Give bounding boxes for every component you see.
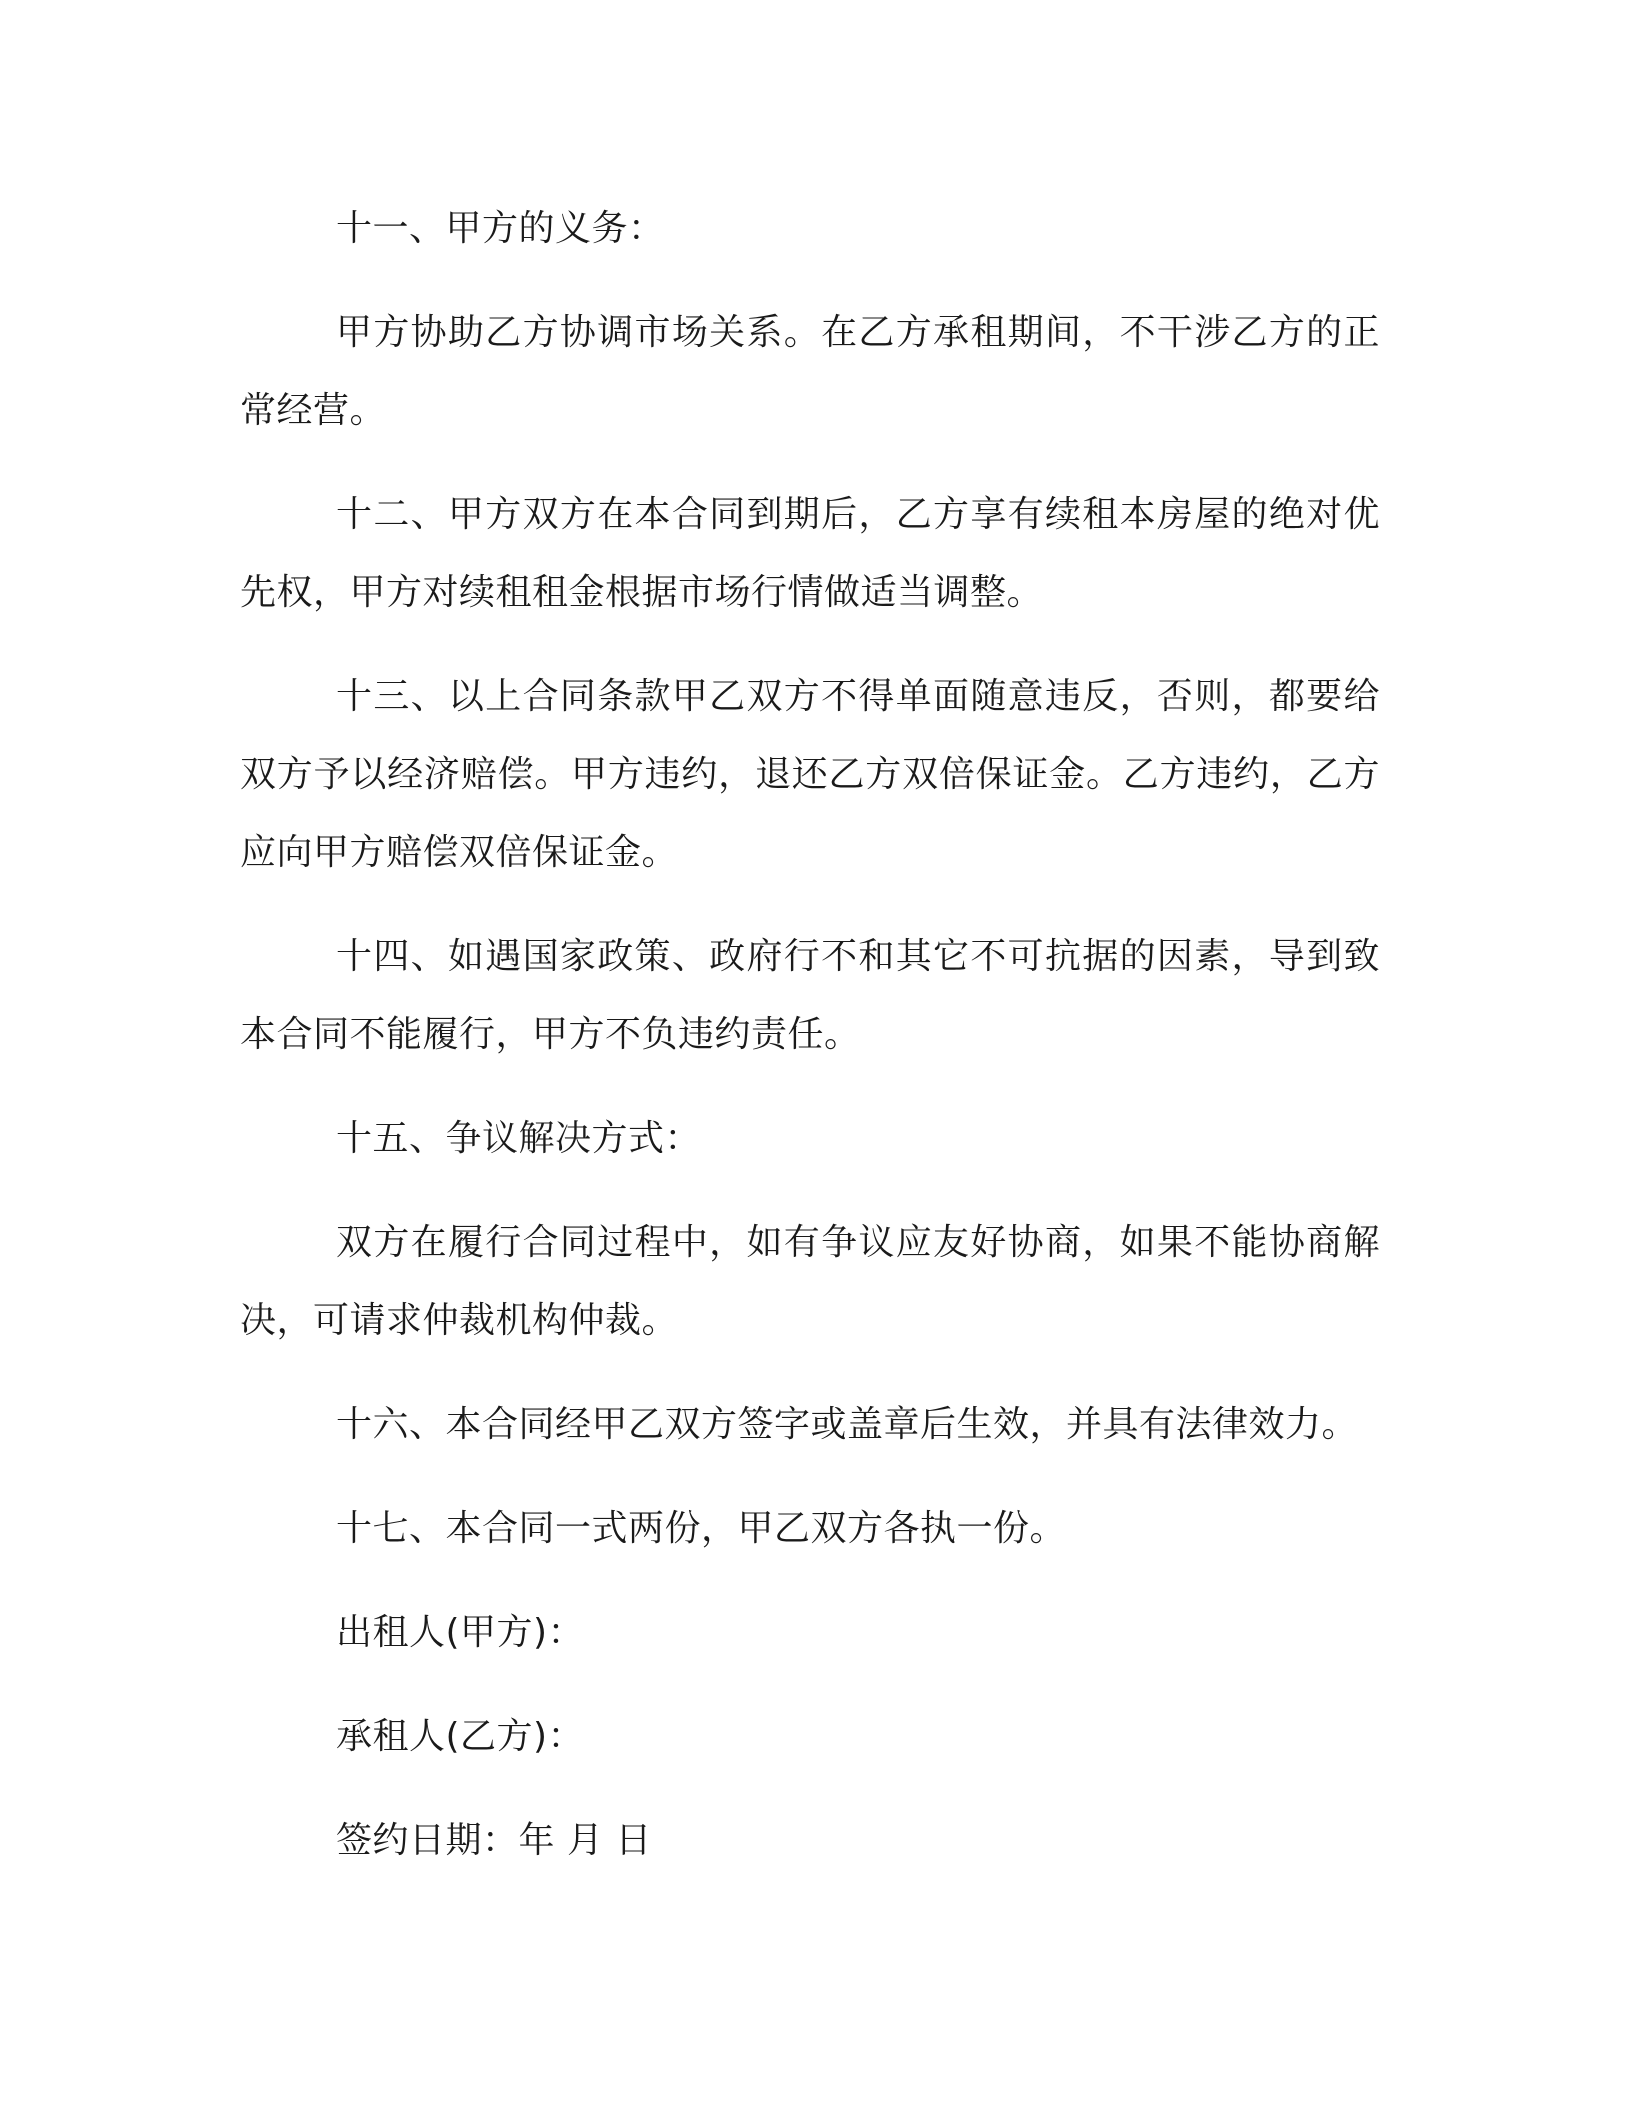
clause-17: 十七、本合同一式两份，甲乙双方各执一份。: [336, 1508, 1067, 1549]
clause-15-body: 双方在履行合同过程中，如有争议应友好协商，如果不能协商解决，可请求仲裁机构仲裁。: [240, 1222, 1380, 1341]
clause-11-body: 甲方协助乙方协调市场关系。在乙方承租期间，不干涉乙方的正常经营。: [240, 312, 1380, 431]
clause-13: 十三、以上合同条款甲乙双方不得单面随意违反，否则，都要给双方予以经济赔偿。甲方违约，退还乙方双倍保证金。乙方违约，乙方应向甲方赔偿双倍保证金。: [240, 676, 1380, 873]
lessor-signature-line: 出租人(甲方)：: [336, 1612, 585, 1653]
clause-11-heading: 十一、甲方的义务：: [336, 208, 665, 249]
clause-12: 十二、甲方双方在本合同到期后，乙方享有续租本房屋的绝对优先权，甲方对续租租金根据市场行情做适当调整。: [240, 494, 1380, 613]
clause-15-heading: 十五、争议解决方式：: [336, 1118, 702, 1159]
clause-14: 十四、如遇国家政策、政府行不和其它不可抗据的因素，导到致本合同不能履行，甲方不负违约责任。: [240, 936, 1380, 1055]
document-body: [240, 190, 1380, 1906]
lessee-signature-line: 承租人(乙方)：: [336, 1716, 585, 1757]
signing-date-line: 签约日期：年 月 日: [336, 1820, 652, 1861]
clause-16: 十六、本合同经甲乙双方签字或盖章后生效，并具有法律效力。: [336, 1404, 1359, 1445]
